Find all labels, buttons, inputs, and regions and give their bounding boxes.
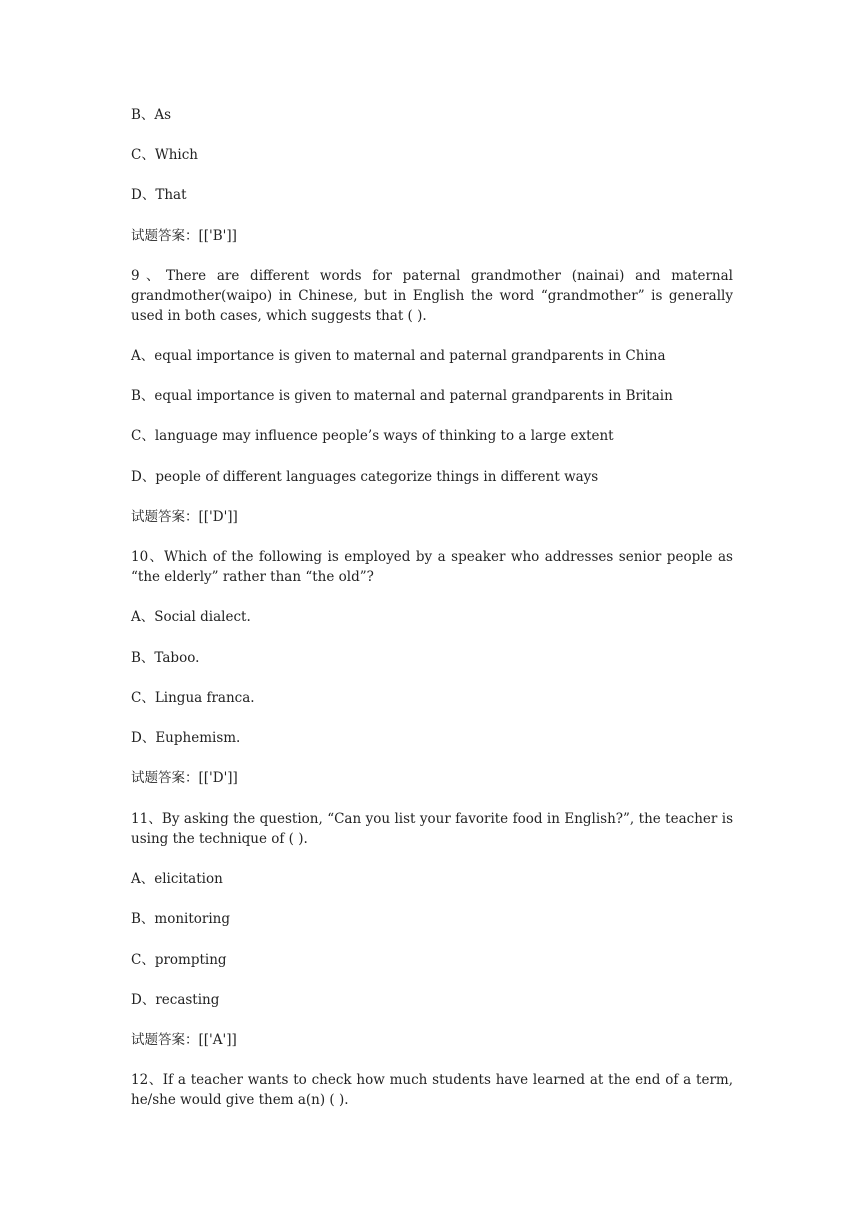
question-9-option-c: C、language may influence people’s ways of thinking to a large extent (131, 428, 614, 444)
question-9-option-a: A、equal importance is given to maternal and paternal grandparents in China (131, 348, 666, 364)
question-11-option-c: C、prompting (131, 952, 227, 968)
question-10-answer: 试题答案：[['D']] (131, 770, 238, 786)
answer-key: 试题答案：[['B']] (131, 228, 237, 244)
option-b: B、As (131, 107, 172, 123)
question-10-option-a: A、Social dialect. (131, 609, 251, 625)
question-9: 9、There are different words for paternal grandmother (nainai) and maternal grandmother(waipo) in Chinese, but in English the word “grandmother” is generally used in both cases, which suggests that ( ). (131, 268, 733, 324)
question-10-option-b: B、Taboo. (131, 650, 200, 666)
question-11-option-d: D、recasting (131, 992, 220, 1008)
question-11: 11、By asking the question, “Can you list your favorite food in English?”, the teacher is using the technique of ( ). (131, 811, 733, 847)
question-9-answer: 试题答案：[['D']] (131, 509, 238, 525)
question-9-option-b: B、equal importance is given to maternal and paternal grandparents in Britain (131, 388, 673, 404)
question-10-option-c: C、Lingua franca. (131, 690, 255, 706)
question-10: 10、Which of the following is employed by a speaker who addresses senior people as “the elderly” rather than “the old”? (131, 549, 733, 585)
question-10-option-d: D、Euphemism. (131, 730, 241, 746)
option-d: D、That (131, 187, 187, 203)
question-9-option-d: D、people of different languages categorize things in different ways (131, 469, 599, 485)
question-11-option-a: A、elicitation (131, 871, 223, 887)
question-11-answer: 试题答案：[['A']] (131, 1032, 237, 1048)
option-c: C、Which (131, 147, 198, 163)
question-11-option-b: B、monitoring (131, 911, 231, 927)
question-12: 12、If a teacher wants to check how much students have learned at the end of a term, he/she would give them a(n) ( ). (131, 1072, 733, 1108)
